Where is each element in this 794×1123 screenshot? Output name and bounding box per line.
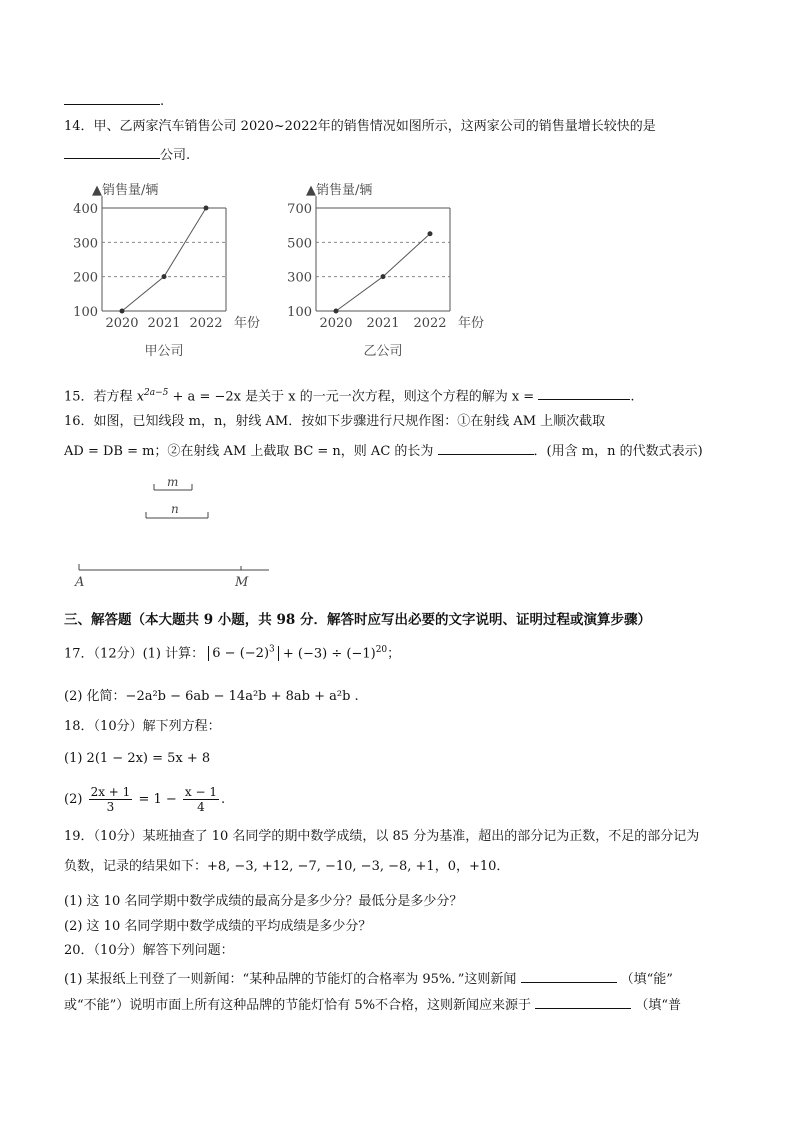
x-tick-label: 2020 bbox=[319, 316, 353, 331]
y-axis-label: ▲销售量/辆 bbox=[306, 183, 373, 198]
y-tick-label: 500 bbox=[287, 236, 312, 252]
chart-yi bbox=[276, 172, 502, 362]
y-tick-label: 300 bbox=[73, 236, 98, 252]
label-A: A bbox=[75, 575, 85, 590]
q14-text: 14．甲、乙两家汽车销售公司 2020~2022年的销售情况如图所示，这两家公司的销售量增长较快的是 bbox=[64, 119, 656, 134]
data-point bbox=[334, 309, 339, 314]
data-point bbox=[120, 309, 125, 314]
q14-answer-line: 公司. bbox=[64, 144, 190, 165]
answer-blank bbox=[538, 385, 630, 400]
segment-n bbox=[146, 502, 208, 518]
q15-text: 15．若方程 $x^{2a-5} + a = -2x$ 是关于 x 的一元一次方程，则这个方程的解为 x = . bbox=[64, 384, 634, 406]
x-axis-label: 年份 bbox=[234, 316, 261, 331]
q19-line2: 负数，记录的结果如下：+8, −3, +12, −7, −10, −3, −8, +1，0，+10． bbox=[64, 859, 510, 874]
q19-part2: (2) 这 10 名同学期中数学成绩的平均成绩是多少分？ bbox=[64, 919, 372, 934]
q17-part2: (2) 化简：−2a²b − 6ab − 14a²b + 8ab + a²b . bbox=[64, 689, 359, 704]
x-tick-label: 2022 bbox=[189, 316, 223, 331]
x-axis-label: 年份 bbox=[458, 316, 485, 331]
series-line bbox=[122, 208, 206, 311]
abs-value: $6 - (-2)^3$ bbox=[208, 646, 278, 661]
data-point bbox=[162, 274, 167, 279]
data-point bbox=[428, 231, 433, 236]
chart-title: 甲公司 bbox=[144, 344, 184, 359]
q16-figure bbox=[74, 470, 294, 600]
fraction: $\frac{2x + 1}{3}$ bbox=[90, 785, 131, 814]
q17-part1: 17．（12分）(1) 计算： $6 - (-2)^3 + (-3) \div (-1)^{20}$； bbox=[64, 645, 401, 662]
answer-blank bbox=[535, 994, 631, 1009]
q18-part2: (2) $\frac{2x + 1}{3}$ = 1 − $\frac{x - 1}{4}$ . bbox=[64, 785, 226, 814]
y-tick-label: 400 bbox=[73, 202, 98, 217]
fraction: $\frac{x - 1}{4}$ bbox=[184, 785, 217, 814]
label-n: n bbox=[171, 502, 179, 516]
chart-jia bbox=[62, 172, 278, 362]
y-axis-label: ▲销售量/辆 bbox=[92, 183, 159, 198]
answer-blank bbox=[64, 144, 160, 159]
series-line bbox=[336, 234, 430, 311]
chart-title: 乙公司 bbox=[363, 344, 403, 359]
answer-blank bbox=[521, 968, 617, 983]
segment-m bbox=[154, 475, 192, 490]
y-tick-label: 100 bbox=[287, 305, 312, 320]
label-M: M bbox=[235, 575, 249, 590]
y-tick-label: 200 bbox=[73, 270, 98, 286]
q19-line1: 19．（10分）某班抽查了 10 名同学的期中数学成绩，以 85 分为基准，超出的部分记为正数，不足的部分记为 bbox=[64, 829, 700, 844]
section-3-heading: 三、解答题（本大题共 9 小题，共 98 分．解答时应写出必要的文字说明、证明过程或演算步骤） bbox=[64, 612, 651, 628]
y-tick-label: 100 bbox=[73, 305, 98, 320]
q13-answer-line: . bbox=[64, 90, 164, 111]
x-tick-label: 2021 bbox=[147, 316, 181, 331]
q20-line1: (1) 某报纸上刊登了一则新闻：“某种品牌的节能灯的合格率为 95%．”这则新闻 （填“能” bbox=[64, 968, 673, 989]
q18-part1: (1) 2(1 − 2x) = 5x + 8 bbox=[64, 751, 211, 766]
q18-title: 18．（10分）解下列方程： bbox=[64, 719, 221, 734]
x-tick-label: 2022 bbox=[413, 316, 447, 331]
ray-AM bbox=[74, 564, 269, 590]
data-point bbox=[381, 274, 386, 279]
data-point bbox=[204, 206, 209, 211]
y-tick-label: 700 bbox=[287, 202, 312, 217]
answer-blank bbox=[438, 440, 534, 455]
q19-part1: (1) 这 10 名同学期中数学成绩的最高分是多少分？最低分是多少分？ bbox=[64, 894, 463, 909]
x-tick-label: 2020 bbox=[105, 316, 139, 331]
q20-line2: 或“不能”）说明市面上所有这种品牌的节能灯恰有 5%不合格，这则新闻应来源于 （填“普 bbox=[64, 994, 681, 1015]
q16-line2: AD = DB = m；②在射线 AM 上截取 BC = n，则 AC 的长为 ．(用含 m，n 的代数式表示) bbox=[64, 440, 703, 461]
x-tick-label: 2021 bbox=[366, 316, 400, 331]
q20-title: 20．（10分）解答下列问题： bbox=[64, 943, 234, 958]
y-tick-label: 300 bbox=[287, 270, 312, 286]
label-m: m bbox=[167, 475, 179, 489]
q16-line1: 16．如图，已知线段 m，n，射线 AM．按如下步骤进行尺规作图：①在射线 AM 上顺次截取 bbox=[64, 414, 606, 429]
answer-blank bbox=[64, 90, 160, 105]
